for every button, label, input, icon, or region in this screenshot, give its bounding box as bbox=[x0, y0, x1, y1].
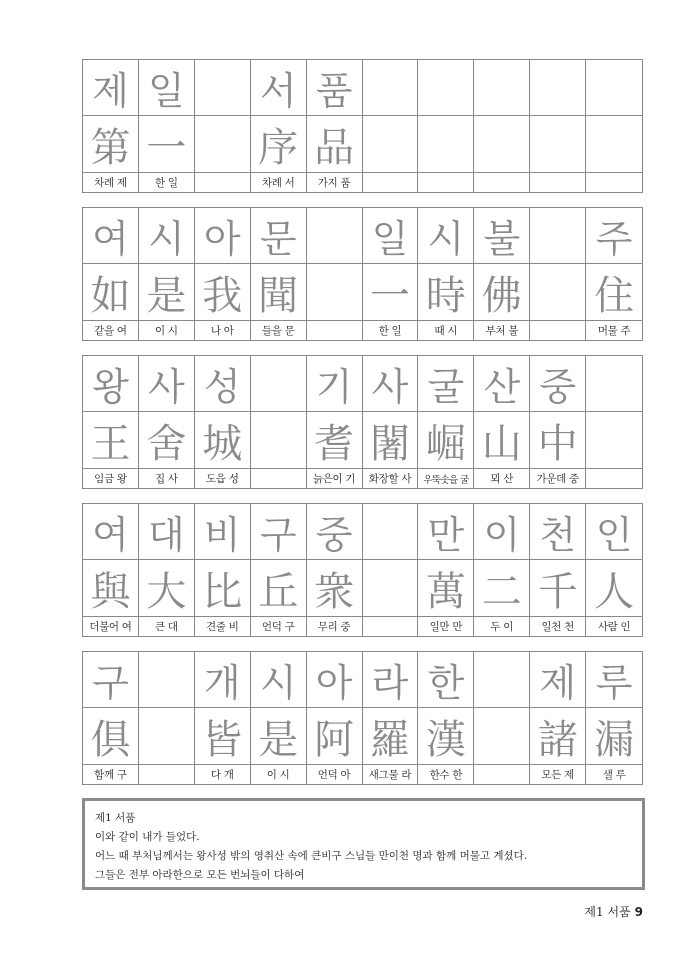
hangul-cell: 중 bbox=[530, 356, 586, 411]
hanja-row bbox=[83, 264, 642, 321]
hanja-cell: 城 bbox=[195, 412, 251, 468]
meaning-cell: 언덕 구 bbox=[251, 617, 307, 636]
hangul-row bbox=[83, 208, 642, 264]
hangul-cell: 루 bbox=[595, 661, 633, 705]
meaning-cell bbox=[530, 173, 586, 192]
hangul-cell: 여 bbox=[83, 504, 139, 559]
char-block-5 bbox=[82, 651, 643, 785]
meaning-cell: 같을 여 bbox=[83, 321, 139, 340]
hangul-cell: 주 bbox=[595, 217, 633, 261]
meaning-cell: 차례 제 bbox=[83, 173, 139, 192]
hangul-cell bbox=[307, 208, 363, 263]
hangul-cell: 일 bbox=[363, 208, 419, 263]
hangul-cell: 불 bbox=[474, 208, 530, 263]
hanja-cell bbox=[586, 116, 642, 172]
hangul-cell: 왕 bbox=[83, 356, 139, 411]
hangul-cell bbox=[586, 356, 642, 411]
hanja-cell: 丘 bbox=[251, 560, 307, 616]
meaning-cell: 새그물 라 bbox=[363, 765, 419, 784]
meaning-cell: 가운데 중 bbox=[530, 469, 586, 488]
hanja-cell: 佛 bbox=[474, 264, 530, 320]
meaning-cell: 우뚝솟을 굴 bbox=[418, 469, 474, 488]
hangul-cell bbox=[474, 60, 530, 115]
hangul-cell: 제 bbox=[530, 652, 586, 707]
hanja-cell: 一 bbox=[139, 116, 195, 172]
hangul-cell: 한 bbox=[418, 652, 474, 707]
meaning-cell: 언덕 아 bbox=[307, 765, 363, 784]
meaning-cell: 한 일 bbox=[363, 321, 419, 340]
hanja-cell: 品 bbox=[307, 116, 363, 172]
meaning-cell: 두 이 bbox=[474, 617, 530, 636]
hangul-cell: 구 bbox=[83, 652, 139, 707]
hangul-cell bbox=[586, 60, 642, 115]
hanja-cell: 千 bbox=[530, 560, 586, 616]
hanja-cell: 萬 bbox=[418, 560, 474, 616]
meaning-row bbox=[83, 469, 642, 488]
meaning-cell: 때 시 bbox=[418, 321, 474, 340]
hanja-cell: 漏 bbox=[594, 716, 635, 763]
meaning-cell bbox=[307, 321, 363, 340]
hangul-cell: 문 bbox=[251, 208, 307, 263]
meaning-cell: 한 일 bbox=[139, 173, 195, 192]
meaning-cell: 한수 한 bbox=[418, 765, 474, 784]
hangul-cell: 여 bbox=[83, 208, 139, 263]
meaning-cell: 머물 주 bbox=[597, 325, 631, 337]
hanja-row bbox=[83, 412, 642, 469]
meaning-cell: 집 사 bbox=[139, 469, 195, 488]
meaning-cell: 샐 루 bbox=[602, 769, 626, 781]
hangul-cell bbox=[418, 60, 474, 115]
footer-chapter: 제1 서품 bbox=[584, 905, 631, 919]
hanja-cell bbox=[139, 708, 195, 764]
hangul-cell: 시 bbox=[251, 652, 307, 707]
hangul-cell: 제 bbox=[83, 60, 139, 115]
meaning-row bbox=[83, 765, 642, 784]
meaning-cell: 다 개 bbox=[195, 765, 251, 784]
hangul-cell: 중 bbox=[307, 504, 363, 559]
hanja-cell: 阿 bbox=[307, 708, 363, 764]
hanja-cell: 序 bbox=[251, 116, 307, 172]
hanja-cell bbox=[251, 412, 307, 468]
meaning-cell bbox=[474, 765, 530, 784]
summary-line: 그들은 전부 아라한으로 모든 번뇌들이 다하여 bbox=[95, 869, 305, 881]
summary-box bbox=[82, 798, 645, 890]
hangul-cell bbox=[474, 652, 530, 707]
hangul-cell: 천 bbox=[530, 504, 586, 559]
hanja-cell: 人 bbox=[594, 568, 635, 615]
hangul-cell bbox=[251, 356, 307, 411]
hangul-cell: 시 bbox=[139, 208, 195, 263]
page-number: 9 bbox=[634, 905, 643, 919]
hanja-cell: 比 bbox=[195, 560, 251, 616]
meaning-cell: 견줄 비 bbox=[195, 617, 251, 636]
meaning-cell bbox=[586, 173, 642, 192]
hangul-cell: 사 bbox=[139, 356, 195, 411]
hanja-cell bbox=[307, 264, 363, 320]
meaning-cell bbox=[363, 173, 419, 192]
meaning-row bbox=[83, 173, 642, 192]
char-block-3 bbox=[82, 355, 643, 489]
hanja-cell: 是 bbox=[251, 708, 307, 764]
meaning-row bbox=[83, 321, 642, 340]
hangul-cell: 아 bbox=[307, 652, 363, 707]
hangul-cell: 아 bbox=[195, 208, 251, 263]
hangul-cell: 대 bbox=[139, 504, 195, 559]
hanja-cell: 羅 bbox=[363, 708, 419, 764]
char-block-2 bbox=[82, 207, 643, 341]
hanja-row bbox=[83, 560, 642, 617]
meaning-cell: 가지 품 bbox=[307, 173, 363, 192]
meaning-cell: 큰 대 bbox=[139, 617, 195, 636]
meaning-cell: 일천 천 bbox=[530, 617, 586, 636]
hanja-cell: 闍 bbox=[363, 412, 419, 468]
hangul-cell: 굴 bbox=[418, 356, 474, 411]
meaning-cell: 차례 서 bbox=[251, 173, 307, 192]
hangul-cell: 성 bbox=[195, 356, 251, 411]
hanja-cell: 中 bbox=[530, 412, 586, 468]
hangul-cell: 개 bbox=[195, 652, 251, 707]
summary-heading: 제1 서품 bbox=[95, 812, 136, 824]
hanja-cell: 如 bbox=[83, 264, 139, 320]
hanja-cell: 崛 bbox=[418, 412, 474, 468]
meaning-cell: 더불어 여 bbox=[83, 617, 139, 636]
hanja-row bbox=[83, 116, 642, 173]
hanja-cell: 諸 bbox=[530, 708, 586, 764]
summary-line: 어느 때 부처님께서는 왕사성 밖의 영취산 속에 큰비구 스님들 만이천 명과 함께 머물고 계셨다. bbox=[95, 850, 528, 862]
meaning-cell bbox=[586, 469, 642, 488]
hanja-cell bbox=[418, 116, 474, 172]
meaning-cell bbox=[139, 765, 195, 784]
summary-line: 이와 같이 내가 들었다. bbox=[95, 831, 200, 843]
hanja-cell: 皆 bbox=[195, 708, 251, 764]
hangul-cell bbox=[530, 208, 586, 263]
hanja-cell bbox=[586, 412, 642, 468]
hanja-cell: 我 bbox=[195, 264, 251, 320]
hangul-row bbox=[83, 504, 642, 560]
hangul-cell: 비 bbox=[195, 504, 251, 559]
meaning-cell bbox=[195, 173, 251, 192]
hangul-row bbox=[83, 652, 642, 708]
meaning-cell: 함께 구 bbox=[83, 765, 139, 784]
hanja-cell: 王 bbox=[83, 412, 139, 468]
meaning-cell: 화장할 사 bbox=[363, 469, 419, 488]
hanja-cell: 耆 bbox=[307, 412, 363, 468]
meaning-cell bbox=[418, 173, 474, 192]
hangul-cell: 품 bbox=[307, 60, 363, 115]
meaning-cell: 무리 중 bbox=[307, 617, 363, 636]
hanja-cell: 聞 bbox=[251, 264, 307, 320]
hangul-cell bbox=[139, 652, 195, 707]
hanja-cell: 山 bbox=[474, 412, 530, 468]
char-block-4 bbox=[82, 503, 643, 637]
hangul-cell: 만 bbox=[418, 504, 474, 559]
hanja-cell: 是 bbox=[139, 264, 195, 320]
hanja-cell bbox=[363, 560, 419, 616]
meaning-cell: 사람 인 bbox=[597, 621, 631, 633]
meaning-cell: 일만 만 bbox=[418, 617, 474, 636]
meaning-cell: 이 시 bbox=[251, 765, 307, 784]
hanja-cell: 與 bbox=[83, 560, 139, 616]
hanja-cell bbox=[195, 116, 251, 172]
hangul-cell: 시 bbox=[418, 208, 474, 263]
meaning-cell: 나 아 bbox=[195, 321, 251, 340]
hangul-cell: 인 bbox=[595, 513, 633, 557]
meaning-cell: 부처 불 bbox=[474, 321, 530, 340]
meaning-cell: 들을 문 bbox=[251, 321, 307, 340]
hanja-cell: 俱 bbox=[83, 708, 139, 764]
hangul-cell: 구 bbox=[251, 504, 307, 559]
hanja-cell bbox=[474, 116, 530, 172]
hanja-cell: 第 bbox=[83, 116, 139, 172]
meaning-cell bbox=[251, 469, 307, 488]
hangul-cell bbox=[363, 60, 419, 115]
hanja-cell: 住 bbox=[594, 272, 635, 319]
meaning-cell bbox=[363, 617, 419, 636]
hanja-cell: 二 bbox=[474, 560, 530, 616]
meaning-cell bbox=[530, 321, 586, 340]
page-footer bbox=[584, 903, 643, 920]
hanja-cell: 一 bbox=[363, 264, 419, 320]
hangul-row bbox=[83, 60, 642, 116]
meaning-cell: 뫼 산 bbox=[474, 469, 530, 488]
hangul-cell: 사 bbox=[363, 356, 419, 411]
hangul-cell bbox=[530, 60, 586, 115]
hangul-row bbox=[83, 356, 642, 412]
hangul-cell: 산 bbox=[474, 356, 530, 411]
hangul-cell: 기 bbox=[307, 356, 363, 411]
meaning-cell: 이 시 bbox=[139, 321, 195, 340]
hangul-cell bbox=[363, 504, 419, 559]
hanja-cell: 時 bbox=[418, 264, 474, 320]
hanja-row bbox=[83, 708, 642, 765]
hangul-cell bbox=[195, 60, 251, 115]
hanja-cell: 漢 bbox=[418, 708, 474, 764]
meaning-cell: 임금 왕 bbox=[83, 469, 139, 488]
meaning-cell: 도읍 성 bbox=[195, 469, 251, 488]
hanja-cell bbox=[530, 264, 586, 320]
hanja-cell: 衆 bbox=[307, 560, 363, 616]
hanja-cell bbox=[363, 116, 419, 172]
meaning-cell bbox=[474, 173, 530, 192]
hangul-cell: 이 bbox=[474, 504, 530, 559]
hangul-cell: 일 bbox=[139, 60, 195, 115]
meaning-cell: 모든 제 bbox=[530, 765, 586, 784]
hanja-cell: 大 bbox=[139, 560, 195, 616]
meaning-row bbox=[83, 617, 642, 636]
char-block-1 bbox=[82, 59, 643, 193]
hangul-cell: 서 bbox=[251, 60, 307, 115]
hanja-cell: 舍 bbox=[139, 412, 195, 468]
meaning-cell: 늙은이 기 bbox=[307, 469, 363, 488]
hanja-cell bbox=[530, 116, 586, 172]
hanja-cell bbox=[474, 708, 530, 764]
hangul-cell: 라 bbox=[363, 652, 419, 707]
